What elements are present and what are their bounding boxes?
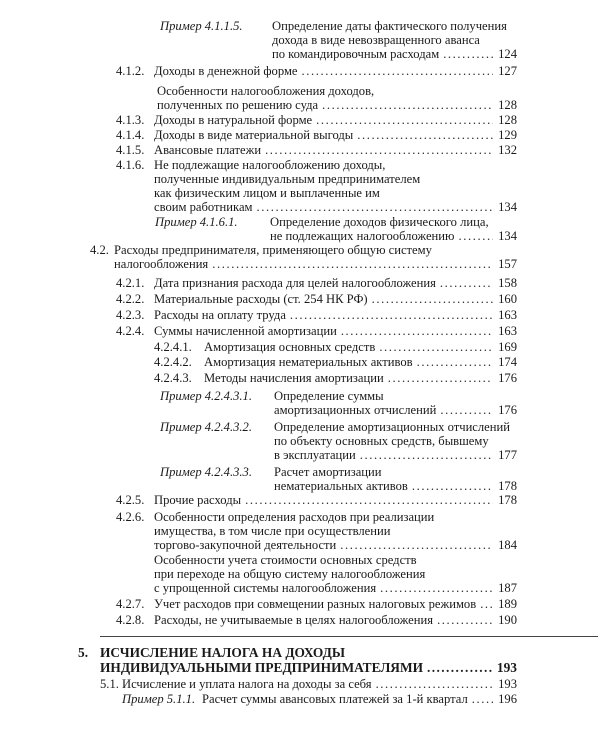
toc-page-number: 127 bbox=[498, 64, 517, 78]
toc-entry-number: 4.1.4. bbox=[116, 128, 145, 142]
toc-entry[interactable] bbox=[154, 553, 517, 595]
toc-entry-number: Пример 4.1.6.1. bbox=[155, 215, 238, 229]
toc-entry-title: Определение суммы bbox=[274, 389, 384, 403]
toc-entry-title: налогообложения bbox=[114, 257, 209, 271]
toc-entry-title: Исчисление и уплата налога на доходы за себя bbox=[122, 677, 372, 691]
leader-dots bbox=[322, 98, 493, 112]
toc-entry[interactable] bbox=[116, 158, 517, 214]
leader-dots bbox=[379, 340, 493, 354]
toc-entry-number: Пример 4.2.4.3.1. bbox=[160, 389, 252, 403]
toc-entry-title: Учет расходов при совмещении разных налоговых режимов bbox=[154, 597, 477, 611]
toc-page-number: 134 bbox=[498, 200, 517, 214]
toc-chapter[interactable] bbox=[78, 645, 517, 675]
leader-dots bbox=[316, 113, 493, 127]
leader-dots bbox=[440, 276, 493, 290]
leader-dots bbox=[245, 493, 493, 507]
toc-page-number: 184 bbox=[498, 538, 517, 552]
toc-page-number: 193 bbox=[496, 660, 517, 675]
section-divider bbox=[100, 636, 598, 637]
toc-entry-number: 4.2.4.3. bbox=[154, 371, 192, 385]
toc-entry-title: Доходы в виде материальной выгоды bbox=[154, 128, 354, 142]
toc-entry[interactable] bbox=[154, 340, 517, 354]
leader-dots bbox=[380, 581, 493, 595]
toc-entry[interactable] bbox=[116, 613, 517, 627]
leader-dots bbox=[265, 143, 493, 157]
toc-page-number: 129 bbox=[498, 128, 517, 142]
toc-entry-title: Методы начисления амортизации bbox=[204, 371, 384, 385]
toc-page-number: 176 bbox=[498, 371, 517, 385]
toc-entry-title: Амортизация основных средств bbox=[204, 340, 376, 354]
toc-entry-title: Амортизация нематериальных активов bbox=[204, 355, 413, 369]
leader-dots bbox=[302, 64, 493, 78]
leader-dots bbox=[340, 538, 493, 552]
toc-entry-number: 4.1.6. bbox=[116, 158, 145, 172]
toc-entry-title: дохода в виде невозвращенного аванса bbox=[272, 33, 480, 47]
toc-entry-title: амортизационных отчислений bbox=[274, 403, 437, 417]
toc-entry-number: 4.2.5. bbox=[116, 493, 145, 507]
toc-entry-number: 4.2.4. bbox=[116, 324, 145, 338]
toc-entry[interactable] bbox=[116, 143, 517, 157]
toc-entry[interactable] bbox=[122, 692, 517, 706]
toc-entry-number: 4.2.4.1. bbox=[154, 340, 192, 354]
toc-entry[interactable] bbox=[116, 597, 517, 611]
toc-page-number: 132 bbox=[498, 143, 517, 157]
toc-entry[interactable] bbox=[116, 113, 517, 127]
toc-entry[interactable] bbox=[160, 19, 517, 61]
toc-entry-title: не подлежащих налогообложению bbox=[270, 229, 455, 243]
toc-page-number: 134 bbox=[498, 229, 517, 243]
toc-entry[interactable] bbox=[160, 465, 517, 493]
leader-dots bbox=[388, 371, 493, 385]
toc-entry[interactable] bbox=[116, 510, 517, 552]
toc-entry-number: 4.2.2. bbox=[116, 292, 145, 306]
toc-entry[interactable] bbox=[157, 84, 517, 112]
toc-entry-title: торгово-закупочной деятельности bbox=[154, 538, 337, 552]
leader-dots bbox=[341, 324, 493, 338]
leader-dots bbox=[372, 292, 493, 306]
toc-entry-number: 4.2.1. bbox=[116, 276, 145, 290]
toc-page-number: 163 bbox=[498, 324, 517, 338]
toc-entry-title: нематериальных активов bbox=[274, 479, 408, 493]
toc-page-number: 128 bbox=[498, 98, 517, 112]
toc-entry-title: своим работникам bbox=[154, 200, 253, 214]
toc-entry-title: Определение доходов физического лица, bbox=[270, 215, 489, 229]
toc-entry-number: 5.1. bbox=[100, 677, 119, 691]
toc-entry[interactable] bbox=[155, 215, 517, 243]
toc-entry-number: 4.2.6. bbox=[116, 510, 145, 524]
toc-entry-title: Доходы в денежной форме bbox=[154, 64, 298, 78]
toc-page-number: 187 bbox=[498, 581, 517, 595]
leader-dots bbox=[437, 613, 493, 627]
toc-entry-title: Расчет амортизации bbox=[274, 465, 382, 479]
toc-entry-title: ИНДИВИДУАЛЬНЫМИ ПРЕДПРИНИМАТЕЛЯМИ bbox=[100, 660, 424, 675]
leader-dots bbox=[290, 308, 493, 322]
toc-entry-title: Расходы на оплату труда bbox=[154, 308, 286, 322]
toc-entry[interactable] bbox=[100, 677, 517, 691]
leader-dots bbox=[417, 355, 493, 369]
toc-entry-title: с упрощенной системы налогообложения bbox=[154, 581, 377, 595]
toc-entry-title: Суммы начисленной амортизации bbox=[154, 324, 337, 338]
toc-entry-title: Особенности учета стоимости основных средств bbox=[154, 553, 417, 567]
toc-entry[interactable] bbox=[116, 308, 517, 322]
toc-entry-number: 4.2.3. bbox=[116, 308, 145, 322]
toc-entry-title: Определение амортизационных отчислений bbox=[274, 420, 510, 434]
leader-dots bbox=[443, 47, 493, 61]
toc-entry-number: Пример 4.2.4.3.3. bbox=[160, 465, 252, 479]
leader-dots bbox=[472, 692, 493, 706]
toc-entry-title: ИСЧИСЛЕНИЕ НАЛОГА НА ДОХОДЫ bbox=[100, 645, 346, 660]
toc-entry[interactable] bbox=[154, 355, 517, 369]
leader-dots bbox=[427, 660, 493, 675]
leader-dots bbox=[212, 257, 493, 271]
toc-entry-number: Пример 5.1.1. bbox=[122, 692, 196, 706]
toc-entry[interactable] bbox=[160, 389, 517, 417]
toc-entry[interactable] bbox=[90, 243, 517, 271]
leader-dots bbox=[257, 200, 494, 214]
toc-entry-number: 5. bbox=[78, 645, 89, 660]
toc-page-number: 193 bbox=[498, 677, 517, 691]
toc-entry-number: Пример 4.1.1.5. bbox=[160, 19, 243, 33]
toc-entry[interactable] bbox=[116, 276, 517, 290]
toc-entry-title: Материальные расходы (ст. 254 НК РФ) bbox=[154, 292, 368, 306]
toc-entry-number: 4.1.3. bbox=[116, 113, 145, 127]
leader-dots bbox=[440, 403, 493, 417]
toc-entry-title: Особенности налогообложения доходов, bbox=[157, 84, 375, 98]
toc-page-number: 196 bbox=[498, 692, 517, 706]
toc-entry-title: имущества, в том числе при осуществлении bbox=[154, 524, 391, 538]
toc-entry-title: Расходы, не учитываемые в целях налогообложения bbox=[154, 613, 434, 627]
leader-dots bbox=[357, 128, 493, 142]
leader-dots bbox=[376, 677, 493, 691]
toc-entry-title: Особенности определения расходов при реализации bbox=[154, 510, 435, 524]
toc-entry[interactable] bbox=[160, 420, 517, 462]
toc-entry-title: Расходы предпринимателя, применяющего общую систему bbox=[114, 243, 432, 257]
toc-entry-title: Авансовые платежи bbox=[154, 143, 262, 157]
toc-entry-title: Дата признания расхода для целей налогообложения bbox=[154, 276, 436, 290]
toc-page-number: 174 bbox=[498, 355, 517, 369]
toc-entry-title: при переходе на общую систему налогообложения bbox=[154, 567, 426, 581]
toc-entry[interactable] bbox=[154, 371, 517, 385]
toc-entry[interactable] bbox=[116, 292, 517, 306]
toc-entry-title: как физическим лицом и выплаченные им bbox=[154, 186, 380, 200]
toc-page-number: 163 bbox=[498, 308, 517, 322]
toc-page-number: 128 bbox=[498, 113, 517, 127]
toc-page-number: 158 bbox=[498, 276, 517, 290]
toc-entry-number: 4.2.8. bbox=[116, 613, 145, 627]
toc-entry-title: Не подлежащие налогообложению доходы, bbox=[154, 158, 386, 172]
toc-entry-number: 4.2.4.2. bbox=[154, 355, 192, 369]
toc-entry-number: 4.1.2. bbox=[116, 64, 145, 78]
toc-entry[interactable] bbox=[116, 324, 517, 338]
leader-dots bbox=[458, 229, 493, 243]
toc-entry-title: Прочие расходы bbox=[154, 493, 242, 507]
toc-entry-number: 4.1.5. bbox=[116, 143, 145, 157]
leader-dots bbox=[412, 479, 493, 493]
toc-page-number: 160 bbox=[498, 292, 517, 306]
leader-dots bbox=[360, 448, 493, 462]
toc-page-number: 189 bbox=[498, 597, 517, 611]
toc-page-number: 157 bbox=[498, 257, 517, 271]
toc-entry[interactable] bbox=[116, 128, 517, 142]
toc-page-number: 178 bbox=[498, 493, 517, 507]
toc-page-number: 124 bbox=[498, 47, 517, 61]
toc-entry-title: полученных по решению суда bbox=[157, 98, 319, 112]
toc-page-number: 178 bbox=[498, 479, 517, 493]
toc-entry[interactable] bbox=[116, 64, 517, 78]
leader-dots bbox=[480, 597, 493, 611]
toc-entry-number: Пример 4.2.4.3.2. bbox=[160, 420, 252, 434]
toc-page-number: 169 bbox=[498, 340, 517, 354]
toc-entry-title: Определение даты фактического получения bbox=[272, 19, 507, 33]
toc-entry-title: в эксплуатации bbox=[274, 448, 356, 462]
toc-page-number: 177 bbox=[498, 448, 517, 462]
toc-page-number: 176 bbox=[498, 403, 517, 417]
toc-entry-title: Доходы в натуральной форме bbox=[154, 113, 313, 127]
toc-entry[interactable] bbox=[116, 493, 517, 507]
toc-entry-number: 4.2.7. bbox=[116, 597, 145, 611]
toc-entry-number: 4.2. bbox=[90, 243, 109, 257]
toc-entry-title: по объекту основных средств, бывшему bbox=[274, 434, 489, 448]
toc-entry-title: Расчет суммы авансовых платежей за 1-й квартал bbox=[202, 692, 468, 706]
toc-entry-title: по командировочным расходам bbox=[272, 47, 440, 61]
toc-page-number: 190 bbox=[498, 613, 517, 627]
toc-entry-title: полученные индивидуальным предпринимателем bbox=[154, 172, 421, 186]
